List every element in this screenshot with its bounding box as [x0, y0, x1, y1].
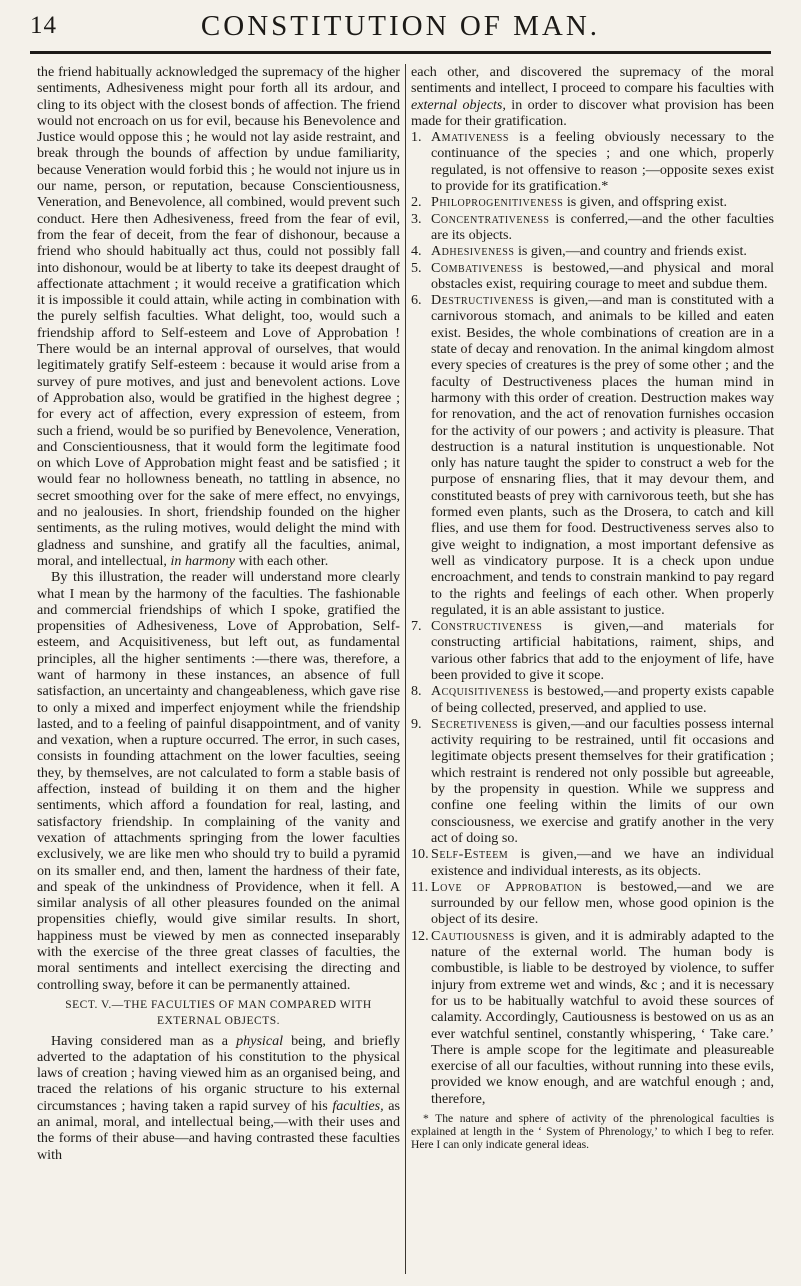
faculty-name: Secretiveness	[431, 715, 519, 732]
faculty-item	[411, 211, 774, 244]
faculty-item	[411, 243, 774, 259]
faculty-item	[411, 292, 774, 618]
item-number: 12.	[411, 927, 429, 944]
item-text: is a feeling obviously necessary to the continuance of the species ; and one which, properly regulated, is not offensive to reason ;—opposite sexes exist to provide for its gratification.*	[431, 129, 774, 195]
item-number: 11.	[411, 878, 429, 895]
header-rule	[30, 51, 771, 54]
item-text: is given, and offspring exist.	[566, 194, 728, 211]
page-header	[0, 0, 801, 62]
page-number: 14	[30, 12, 57, 39]
paragraph-text: the friend habitually acknowledged the supremacy of the higher sentiments, Adhesiveness might pour forth all its ardour, and cling to its object with the closest bonds of affection. The friend would not encroach on us for evil, because his Benevolence and Justice would oppose this ; he would not lay aside restraint, and break through the bounds of affection by undue familiarity, because Veneration would forbid this ; he would not injure us in our name, person, or reputation, because Conscientiousness, Veneration, and Benevolence, all combined, would prevent such conduct. Here then Adhesiveness, freed from the fear of evil, from the fear of deceit, from the fear of dishonour, because a friend who should habitually act thus, could not possibly fall into dishonour, would be at liberty to take its deepest draught of affectionate attachment ; it would receive a gratification which it is impossible it could attain, while acting in combination with the purely selfish faculties. What delight, too, would such a friendship afford to Self-esteem and Love of Approbation ! There would be an internal approval of ourselves, that would legitimately gratify Self-esteem : because it would arise from a survey of pure motives, and just and benevolent actions. Love of Approbation also, would be gratified in the highest degree ; for every act of affection, every expression of esteem, from such a friend, would be so purified by Benevolence, Veneration, and Conscientiousness, that it would form the legitimate food on which Love of Approbation might feast and be satisfied ; it would fear no hollowness beneath, no tattling in absence, no secret smoothing over for the sake of mere effect, no envyings, and no jealousies. In short, friendship founded on the higher sentiments, as the ruling motives, would delight the mind with gladness and sunshine, and gratify all the faculties, animal, moral, and intellectual,	[37, 64, 400, 569]
item-number: 10.	[411, 846, 429, 863]
item-text: is bestowed,—and physical and moral obstacles exist, requiring courage to meet and subdue them.	[431, 259, 774, 292]
item-text: is given,—and man is constituted with a carnivorous stomach, and animals to be killed and eaten exist. Besides, the whole combinations of creation are in a state of decay and renovation. In the animal kingdom almost every species of creatures is the prey of some other ; and the faculty of Destructiveness places the human mind in harmony with this order of creation. Destruction makes way for renovation, and the act of renovation furnishes occasion for the activity of our powers ; and activity is pleasure. That destruction is a natural institution is unquestionable. Not only has nature taught the spider to construct a web for the purpose of ensnaring flies, that it may devour them, and constituted beasts of prey with carnivorous teeth, but she has formed even plants, such as the Drosera, to catch and kill flies, and use them for food. Destructiveness serves also to give weight to indignation, a most important defensive as well as vindicatory purpose. It is a check upon undue encroachment, and tends to constrain mankind to pay regard to the rights and feelings of each other. When properly regulated, it is an able assistant to justice.	[431, 292, 774, 618]
paragraph-text: with each other.	[238, 552, 329, 569]
item-number: 3.	[411, 210, 422, 227]
faculty-name: Constructiveness	[431, 618, 543, 635]
paragraph: By this illustration, the reader will understand more clearly what I mean by the harmony of the faculties. The fashionable and commercial friendships of which I spoke, gratified the propensities of Adhesiveness, Love of Approbation, Self-esteem, and Acquisitiveness, but left out, as fundamental principles, all the higher sentiments :—there was, therefore, a want of harmony in these instances, an absence of full satisfaction, an uncertainty and changeableness, which gave rise to only a mixed and imperfect enjoyment while the friendship lasted, and to a feeling of painful disappointment, and of vanity and vexation, when a rupture occurred. The error, in such cases, consists in founding attachment on the lower faculties, seeing they, by themselves, are not calculated to form a stable basis of affection, instead of building it on them and the higher sentiments, which afford a foundation for real, lasting, and satisfactory friendship. In complaining of the vanity and vexation of attachments springing from the lower faculties exclusively, we are like men who should try to build a pyramid on its smaller end, and then, lament the hardness of their fate, and speak of the unkindness of Providence, when it fell. A similar analysis of all other pleasures founded on the animal propensities chiefly, would give similar results. In short, happiness must be viewed by men as connected inseparably with the exercise of the three great classes of faculties, the moral sentiments and intellect exercising the directing and controlling sway, before it can be permanently attained.	[37, 569, 400, 993]
paragraph	[37, 1033, 400, 1163]
item-number: 6.	[411, 292, 422, 309]
item-text: is bestowed,—and property exists capable of being collected, preserved, and applied to use.	[431, 683, 774, 716]
faculty-name: Philoprogenitiveness	[431, 194, 564, 211]
faculty-item	[411, 129, 774, 194]
item-number: 9.	[411, 715, 422, 732]
footnote: * The nature and sphere of activity of the phrenological faculties is explained at length in the ‘ System of Phrenology,’ to which I beg to refer. Here I can only indicate general ideas.	[411, 1112, 774, 1151]
emphasis: physical	[236, 1032, 284, 1049]
faculty-name: Concentrativeness	[431, 210, 550, 227]
item-text: is bestowed,—and we are surrounded by our fellow men, whose good opinion is the object of its desire.	[431, 878, 774, 928]
item-number: 2.	[411, 194, 422, 211]
faculty-name: Self-Esteem	[431, 846, 509, 863]
item-text: is given,—and we have an individual existence and individual interests, as its objects.	[431, 846, 774, 879]
item-text: is conferred,—and the other faculties are its objects.	[431, 210, 774, 243]
faculty-name: Love of Approbation	[431, 878, 583, 895]
paragraph	[411, 64, 774, 129]
paragraph-text: being, and briefly adverted to the adaptation of his constitution to the physical laws of creation ; having viewed him as an organised being, and traced the relations of his organic structure to his external circumstances ; having taken a rapid survey of his	[37, 1032, 400, 1114]
item-number: 1.	[411, 129, 422, 146]
running-title: CONSTITUTION OF MAN.	[200, 10, 601, 42]
faculty-item	[411, 618, 774, 683]
faculty-name: Cautiousness	[431, 927, 515, 944]
item-text: is given,—and our faculties possess internal activity requiring to be restrained, until fit occasions and legitimate objects present themselves for their gratification ; which restraint is rendered not only possible but agreeable, by the propensity in question. While we suppress and confine one feeling within the limits of our own consciousness, we exercise and gratify another in the very act of doing so.	[431, 715, 774, 846]
faculty-item	[411, 846, 774, 879]
item-number: 8.	[411, 683, 422, 700]
faculty-list	[411, 129, 774, 1107]
faculty-item	[411, 194, 774, 210]
emphasis: in harmony	[170, 552, 236, 569]
item-text: is given,—and country and friends exist.	[517, 243, 747, 260]
paragraph-text: in order to discover what provision has been made for their gratification.	[411, 96, 774, 129]
faculty-item	[411, 716, 774, 846]
paragraph-text: as an animal, moral, and intellectual being,—with their uses and the forms of their abuse—and having contrasted these faculties with	[37, 1097, 400, 1163]
faculty-item	[411, 260, 774, 293]
faculty-item	[411, 683, 774, 716]
faculty-item	[411, 928, 774, 1107]
right-column	[411, 64, 774, 1276]
item-text: is given,—and materials for constructing artificial habitations, raiment, ships, and various other fabrics that add to the enjoyment of life, have been provided to give it scope.	[431, 618, 774, 683]
faculty-name: Amativeness	[431, 129, 509, 146]
emphasis: external objects,	[411, 96, 506, 113]
faculty-name: Acquisitiveness	[431, 683, 530, 700]
paragraph	[37, 64, 400, 569]
item-number: 4.	[411, 243, 422, 260]
item-number: 5.	[411, 259, 422, 276]
faculty-name: Destructiveness	[431, 292, 535, 309]
column-divider	[405, 64, 406, 1274]
item-text: is given, and it is admirably adapted to the nature of the external world. The human body is combustible, is liable to be destroyed by violence, to suffer injury from extreme wet and winds, &c ; and it is necessary for us to be habitually watchful to avoid these sources of calamity. Accordingly, Cautiousness is bestowed on us as an ever watchful sentinel, constantly whispering, ‘ Take care.’ There is ample scope for the legitimate and pleasureable exercise of all our faculties, without running into these evils, provided we know enough, and are watchful enough ; and, therefore,	[431, 927, 774, 1107]
section-heading: SECT. V.—THE FACULTIES OF MAN COMPARED WITH EXTERNAL OBJECTS.	[65, 998, 372, 1028]
item-number: 7.	[411, 618, 422, 635]
faculty-item	[411, 879, 774, 928]
paragraph-text: Having considered man as a	[51, 1032, 229, 1049]
paragraph-text: each other, and discovered the supremacy of the moral sentiments and intellect, I proceed to compare his faculties with	[411, 64, 774, 97]
left-column	[37, 64, 400, 1276]
emphasis: faculties,	[332, 1097, 384, 1114]
faculty-name: Combativeness	[431, 259, 524, 276]
faculty-name: Adhesiveness	[431, 243, 515, 260]
